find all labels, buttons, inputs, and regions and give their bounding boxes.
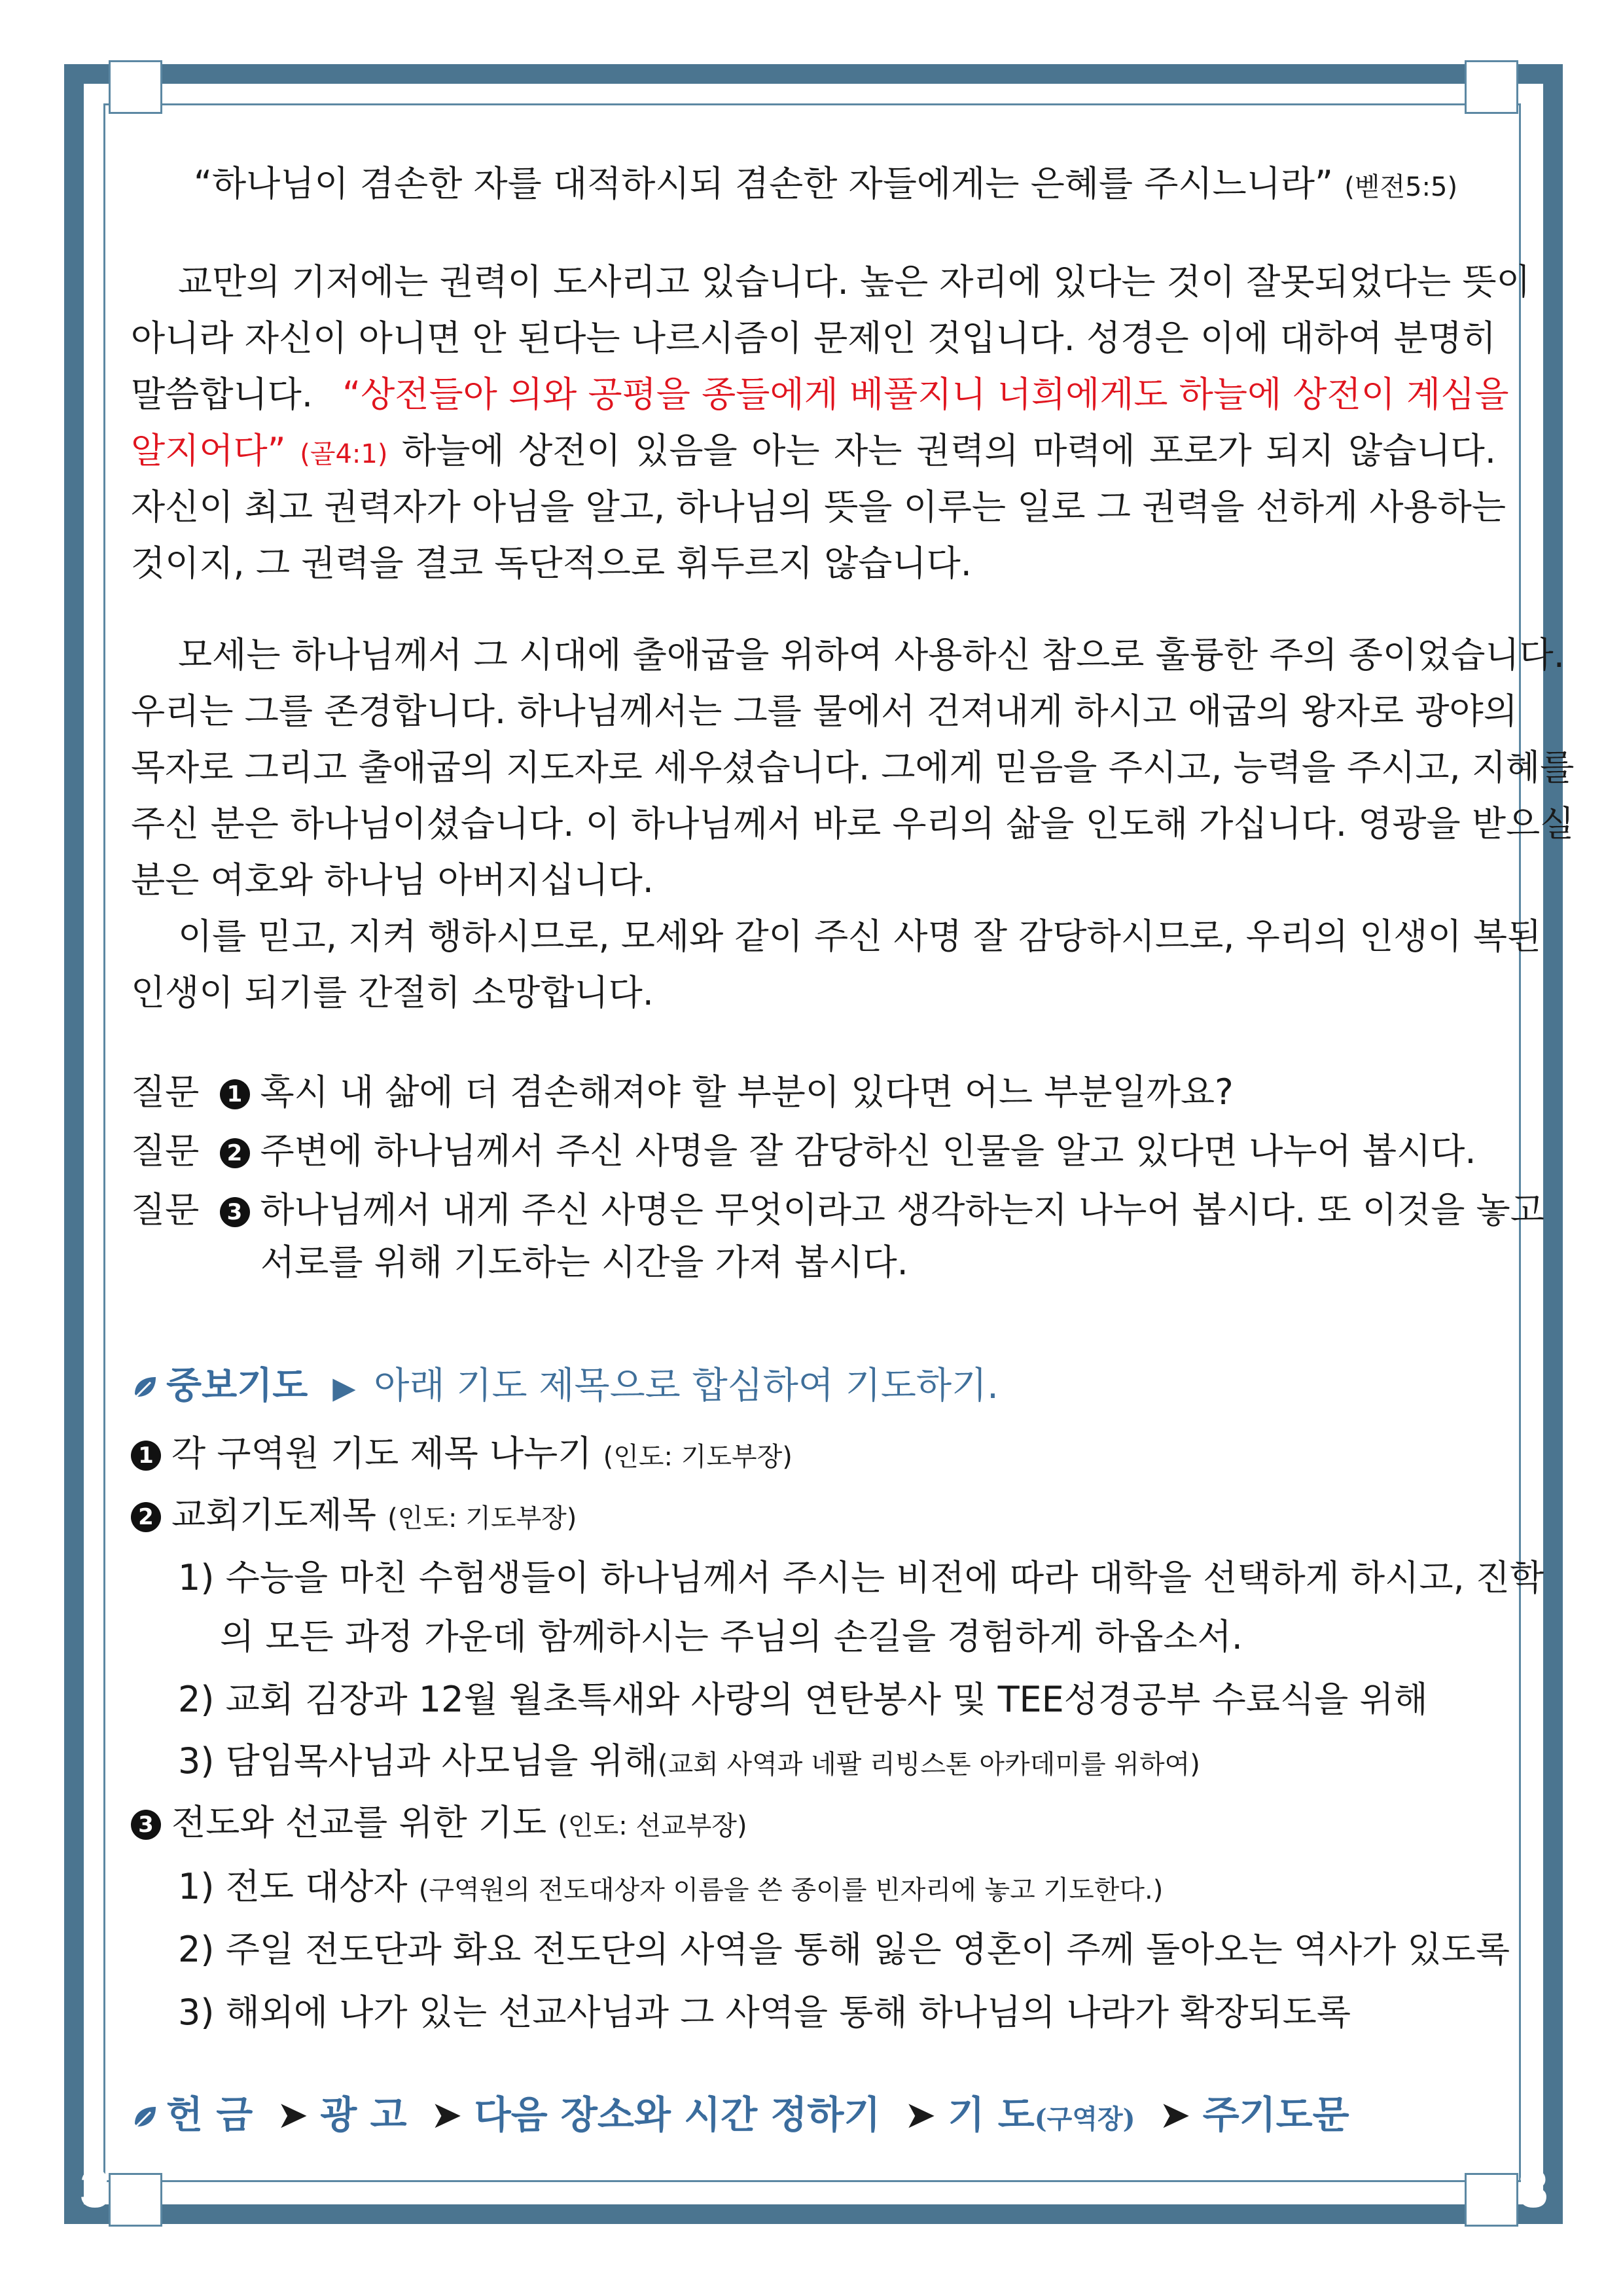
paragraph-2-line: 주신 분은 하나님이셨습니다. 이 하나님께서 바로 우리의 삶을 인도해 가십니다. 영광을 받으실 (131, 803, 1575, 844)
arrow-right-icon: ➤ (1158, 2092, 1191, 2137)
paragraph-2-line: 이를 믿고, 지켜 행하시므로, 모세와 같이 주신 사명 잘 감당하시므로, 우리의 인생이 복된 (178, 916, 1542, 957)
frame-corner-ornament (109, 60, 162, 114)
quoted-scripture: “상전들아 의와 공평을 종들에게 베풀지니 너희에게도 하늘에 상전이 계심을 (342, 374, 1509, 415)
paragraph-1-line: 것이지, 그 권력을 결코 독단적으로 휘두르지 않습니다. (131, 543, 972, 584)
number-2-icon: 2 (131, 1502, 161, 1532)
number-1-icon: 1 (131, 1441, 161, 1471)
prayer-subtitle: 아래 기도 제목으로 합심하여 기도하기. (374, 1365, 999, 1407)
page-number-right: 3 (1518, 2159, 1548, 2219)
number-1-icon: 1 (220, 1079, 250, 1109)
prayer-item-note: (인도: 기도부장) (603, 1442, 793, 1472)
paragraph-2-line: 인생이 되기를 간절히 소망합니다. (131, 972, 654, 1013)
paragraph-2-line: 목자로 그리고 출애굽의 지도자로 세우셨습니다. 그에게 믿음을 주시고, 능력을 주시고, 지혜를 (131, 747, 1575, 788)
prayer-item-text: 교회기도제목 (171, 1494, 376, 1535)
question-label: 질문 (131, 1189, 200, 1230)
arrow-right-icon: ➤ (276, 2092, 309, 2137)
order-step-prayer: 기 도 (948, 2092, 1035, 2137)
prayer-heading-title: 중보기도 (166, 1364, 308, 1407)
paragraph-text: 하늘에 상전이 있음을 아는 자는 권력의 마력에 포로가 되지 않습니다. (402, 430, 1496, 471)
question-2 (131, 1126, 1496, 1177)
prayer-subitem: 2) 교회 김장과 12월 월초특새와 사랑의 연탄봉사 및 TEE성경공부 수료식을 위해 (178, 1679, 1428, 1720)
paragraph-1-line: 교만의 기저에는 권력이 도사리고 있습니다. 높은 자리에 있다는 것이 잘못되었다는 뜻이 (178, 261, 1531, 302)
arrow-right-icon: ➤ (430, 2092, 463, 2137)
question-label: 질문 (131, 1130, 200, 1172)
verse-reference: (벧전5:5) (1344, 172, 1458, 202)
leaf-icon (131, 1372, 160, 1401)
paragraph-2-line: 우리는 그를 존경합니다. 하나님께서는 그를 물에서 건져내게 하시고 애굽의 왕자로 광야의 (131, 691, 1518, 732)
quoted-scripture-reference: (골4:1) (300, 439, 388, 469)
question-text: 하나님께서 내게 주신 사명은 무엇이라고 생각하는지 나누어 봅시다. 또 이것을 놓고 (260, 1189, 1544, 1230)
service-order (131, 2089, 1496, 2145)
prayer-subitem-continued: 의 모든 과정 가운데 함께하시는 주님의 손길을 경험하게 하옵소서. (220, 1616, 1243, 1657)
prayer-heading (131, 1360, 1496, 1413)
paragraph-2-line: 모세는 하나님께서 그 시대에 출애굽을 위하여 사용하신 참으로 훌륭한 주의 종이었습니다. (178, 634, 1565, 675)
prayer-item-note: (인도: 선교부장) (558, 1811, 747, 1841)
prayer-item-3 (131, 1797, 1496, 1852)
prayer-subitem-note: (교회 사역과 네팔 리빙스톤 아카데미를 위하여) (657, 1749, 1200, 1780)
prayer-subitem (131, 1736, 1496, 1790)
order-step-announcements: 광 고 (320, 2092, 407, 2137)
quoted-scripture-end: 알지어다” (131, 430, 286, 471)
paragraph-1-line: 아니라 자신이 아니면 안 된다는 나르시즘이 문제인 것입니다. 성경은 이에 대하여 분명히 (131, 317, 1496, 359)
paragraph-2-line: 분은 여호와 하나님 아버지십니다. (131, 859, 654, 901)
prayer-item-1 (131, 1428, 1496, 1482)
prayer-subitem (131, 1861, 1496, 1916)
prayer-subitem-text: 1) 전도 대상자 (178, 1866, 408, 1907)
paragraph-1-line (131, 369, 1509, 420)
number-2-icon: 2 (220, 1138, 250, 1168)
number-3-icon: 3 (131, 1810, 161, 1840)
page-number-left: 3 (80, 2159, 110, 2219)
order-step-prayer-note: (구역장) (1034, 2104, 1135, 2134)
paragraph-1-line (131, 425, 1496, 480)
question-1 (131, 1067, 1496, 1118)
order-step-next-meeting: 다음 장소와 시간 정하기 (474, 2092, 881, 2137)
arrow-right-icon: ➤ (904, 2092, 936, 2137)
prayer-subitem: 3) 해외에 나가 있는 선교사님과 그 사역을 통해 하나님의 나라가 확장되도록 (178, 1992, 1351, 2033)
prayer-item-text: 각 구역원 기도 제목 나누기 (171, 1433, 592, 1474)
question-3 (131, 1185, 1544, 1236)
question-3-continued: 서로를 위해 기도하는 시간을 가져 봅시다. (260, 1242, 908, 1283)
number-3-icon: 3 (220, 1197, 250, 1227)
frame-corner-ornament (1465, 60, 1518, 114)
prayer-item-note: (인도: 기도부장) (387, 1503, 577, 1534)
question-label: 질문 (131, 1071, 200, 1113)
prayer-item-text: 전도와 선교를 위한 기도 (171, 1802, 547, 1843)
leaf-icon (131, 2102, 160, 2130)
prayer-subitem-text: 3) 담임목사님과 사모님을 위해 (178, 1740, 658, 1782)
prayer-subitem: 2) 주일 전도단과 화요 전도단의 사역을 통해 잃은 영혼이 주께 돌아오는 역사가 있도록 (178, 1929, 1510, 1970)
prayer-subitem-note: (구역원의 전도대상자 이름을 쓴 종이를 빈자리에 놓고 기도한다.) (418, 1875, 1164, 1905)
prayer-subitem: 1) 수능을 마친 수험생들이 하나님께서 주시는 비전에 따라 대학을 선택하게 하시고, 진학 (178, 1557, 1544, 1598)
prayer-item-2 (131, 1490, 1496, 1544)
verse-text: “하나님이 겸손한 자를 대적하시되 겸손한 자들에게는 은혜를 주시느니라” (194, 163, 1334, 204)
paragraph-text: 말씀합니다. (131, 374, 313, 415)
scripture-verse (131, 158, 1559, 213)
order-step-offering: 헌 금 (166, 2092, 253, 2137)
question-text: 주변에 하나님께서 주신 사명을 잘 감당하신 인물을 알고 있다면 나누어 봅시다. (260, 1130, 1476, 1172)
paragraph-1-line: 자신이 최고 권력자가 아님을 알고, 하나님의 뜻을 이루는 일로 그 권력을 선하게 사용하는 (131, 486, 1507, 528)
play-arrow-icon: ▶ (332, 1370, 356, 1405)
question-text: 혹시 내 삶에 더 겸손해져야 할 부분이 있다면 어느 부분일까요? (260, 1071, 1234, 1113)
order-step-lords-prayer: 주기도문 (1202, 2092, 1349, 2137)
